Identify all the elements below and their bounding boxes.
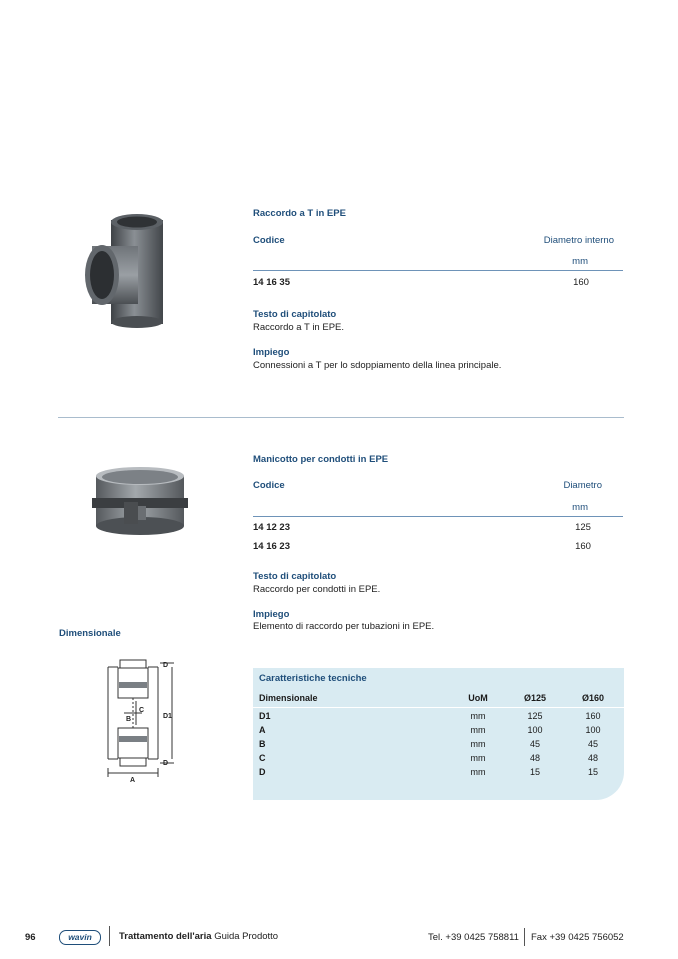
drawing-label-b: B bbox=[126, 716, 132, 723]
product2-row-value-1: 125 bbox=[575, 522, 591, 533]
product2-spec-title: Testo di capitolato bbox=[253, 571, 337, 582]
drawing-label-d-bottom: D bbox=[163, 760, 169, 767]
product1-col-value: Diametro interno bbox=[543, 235, 614, 246]
product2-unit: mm bbox=[572, 502, 588, 513]
table-row bbox=[253, 739, 624, 752]
product1-spec-title: Testo di capitolato bbox=[253, 309, 337, 320]
drawing-label-c: C bbox=[139, 707, 145, 714]
product2-row-value-2: 160 bbox=[575, 541, 591, 552]
footer-divider-2 bbox=[524, 928, 525, 946]
tech-cell-uom: mm bbox=[470, 725, 486, 735]
product2-row-code-1: 14 12 23 bbox=[253, 522, 290, 533]
product1-row-value: 160 bbox=[573, 277, 589, 288]
tech-panel bbox=[253, 668, 624, 800]
tech-header-uom: UoM bbox=[468, 693, 488, 703]
product1-col-code: Codice bbox=[253, 235, 285, 246]
page-number: 96 bbox=[25, 932, 36, 943]
product1-title: Raccordo a T in EPE bbox=[253, 208, 346, 219]
tech-header-d125: Ø125 bbox=[523, 693, 547, 703]
tech-cell-uom: mm bbox=[470, 711, 486, 721]
tech-cell-d160: 45 bbox=[587, 739, 598, 749]
tech-cell-label: D bbox=[259, 767, 266, 777]
tech-cell-d125: 125 bbox=[527, 711, 543, 721]
tech-cell-label: B bbox=[259, 739, 266, 749]
tech-header-rule bbox=[253, 707, 624, 708]
tech-cell-uom: mm bbox=[470, 739, 486, 749]
footer-tel: Tel. +39 0425 758811 bbox=[428, 932, 519, 943]
product2-col-code: Codice bbox=[253, 480, 285, 491]
footer-guide: Guida Prodotto bbox=[214, 931, 279, 942]
footer-divider-1 bbox=[109, 926, 110, 946]
t-fitting-image bbox=[78, 210, 188, 328]
product2-use-title: Impiego bbox=[253, 609, 290, 620]
drawing-label-a: A bbox=[130, 777, 136, 784]
product2-col-value: Diametro bbox=[563, 480, 602, 491]
tech-cell-d125: 15 bbox=[529, 767, 540, 777]
footer-section bbox=[119, 931, 278, 942]
product1-unit: mm bbox=[572, 256, 588, 267]
table-row bbox=[253, 725, 624, 738]
tech-header-d160: Ø160 bbox=[581, 693, 605, 703]
tech-cell-d125: 45 bbox=[529, 739, 540, 749]
tech-cell-d125: 100 bbox=[527, 725, 543, 735]
dimension-drawing bbox=[100, 655, 190, 785]
tech-cell-d160: 100 bbox=[585, 725, 601, 735]
section-divider bbox=[58, 417, 624, 418]
drawing-label-d-top: D bbox=[163, 662, 169, 669]
product1-spec-text: Raccordo a T in EPE. bbox=[253, 322, 345, 333]
footer-fax: Fax +39 0425 756052 bbox=[531, 932, 624, 943]
dimensional-label: Dimensionale bbox=[59, 628, 121, 639]
tech-title: Caratteristiche tecniche bbox=[259, 673, 367, 684]
product2-title: Manicotto per condotti in EPE bbox=[253, 454, 389, 465]
product1-row-code: 14 16 35 bbox=[253, 277, 290, 288]
tech-cell-uom: mm bbox=[470, 753, 486, 763]
tech-cell-label: A bbox=[259, 725, 266, 735]
tech-cell-label: C bbox=[259, 753, 266, 763]
tech-header-dimensional: Dimensionale bbox=[259, 693, 318, 703]
tech-cell-d160: 48 bbox=[587, 753, 598, 763]
product2-spec-text: Raccordo per condotti in EPE. bbox=[253, 584, 381, 595]
tech-cell-d125: 48 bbox=[529, 753, 540, 763]
product2-use-text: Elemento di raccordo per tubazioni in EPE. bbox=[253, 621, 435, 632]
footer-section-title: Trattamento dell'aria bbox=[119, 931, 212, 942]
product1-use-title: Impiego bbox=[253, 347, 290, 358]
coupling-image bbox=[90, 462, 190, 538]
tech-cell-d160: 15 bbox=[587, 767, 598, 777]
product1-use-text: Connessioni a T per lo sdoppiamento della linea principale. bbox=[253, 360, 502, 371]
product2-table-rule bbox=[253, 516, 623, 517]
table-row bbox=[253, 753, 624, 766]
tech-header-row bbox=[253, 693, 624, 706]
table-row bbox=[253, 767, 624, 780]
tech-cell-label: D1 bbox=[259, 711, 271, 721]
tech-cell-d160: 160 bbox=[585, 711, 601, 721]
tech-cell-uom: mm bbox=[470, 767, 486, 777]
table-row bbox=[253, 711, 624, 724]
product2-row-code-2: 14 16 23 bbox=[253, 541, 290, 552]
wavin-logo: wavin bbox=[59, 930, 101, 945]
drawing-label-d1: D1 bbox=[163, 713, 172, 720]
product1-table-rule bbox=[253, 270, 623, 271]
